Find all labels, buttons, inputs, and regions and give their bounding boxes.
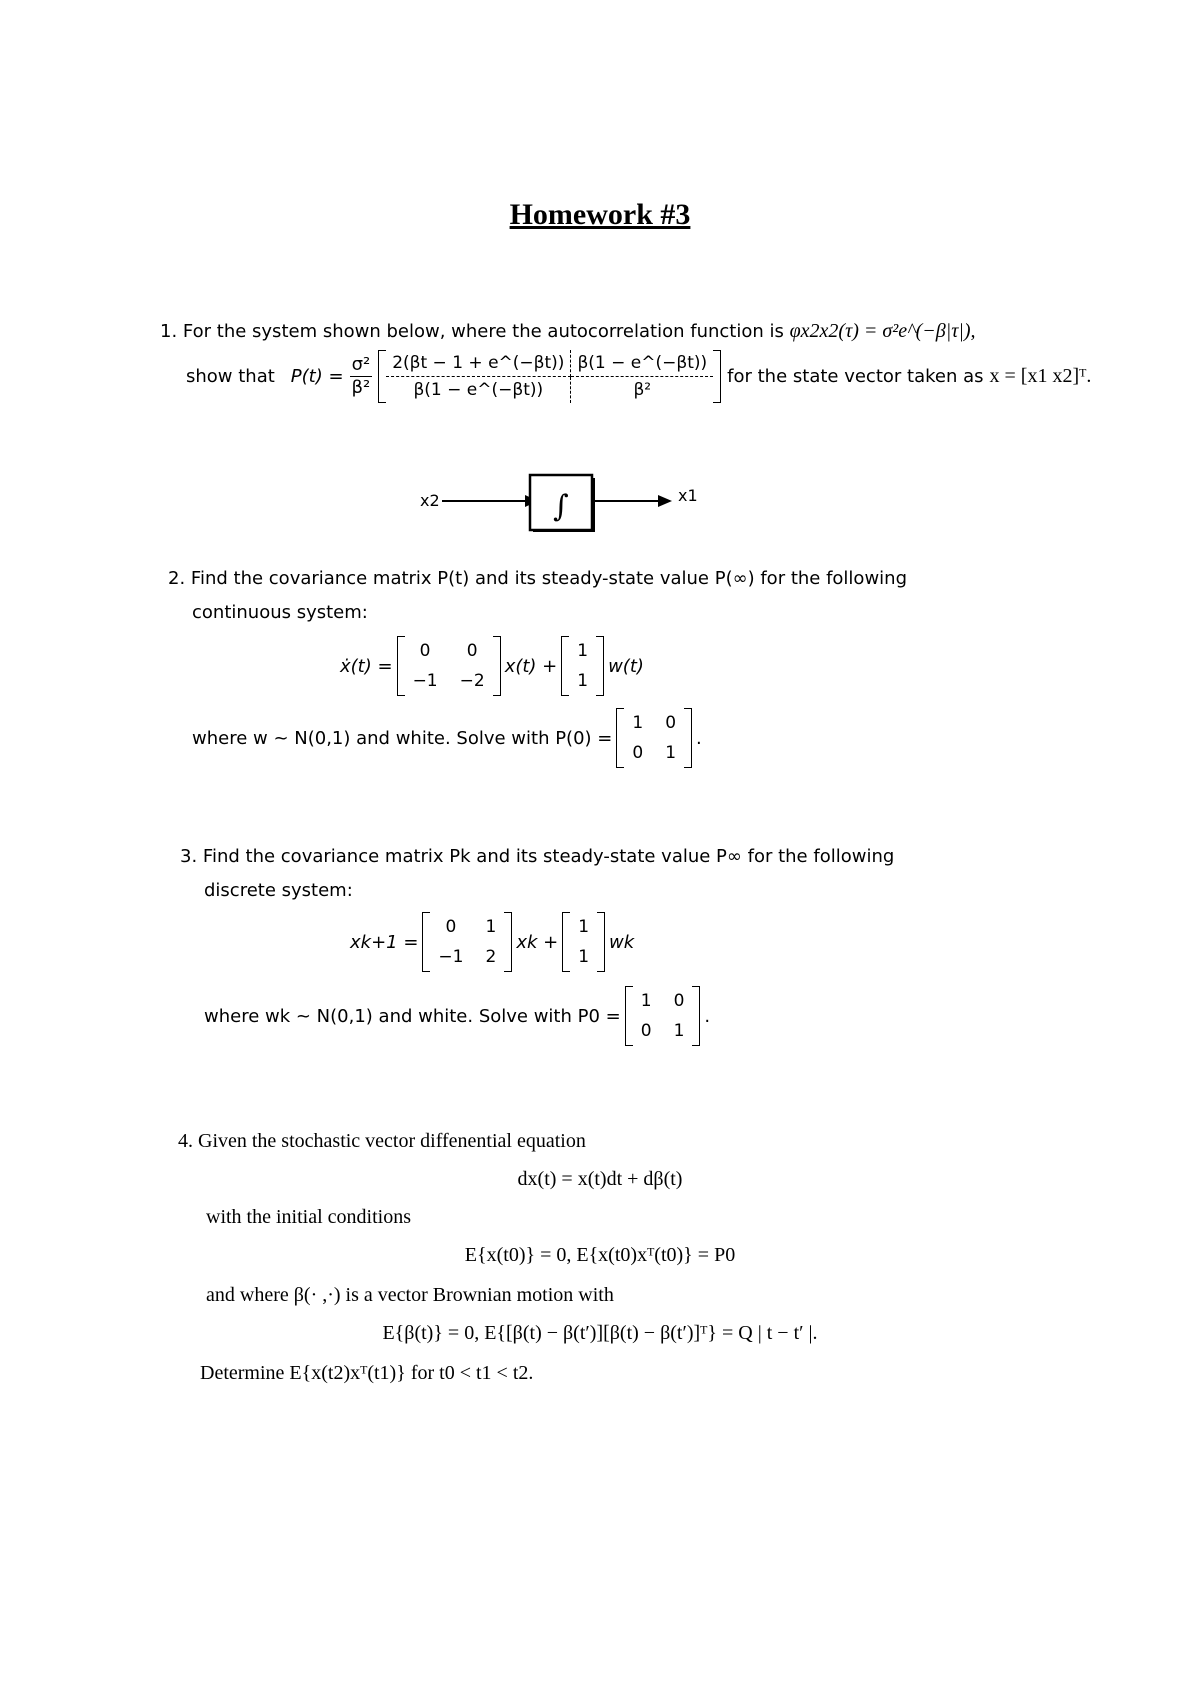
problem-2-equation: ẋ(t) = 0 0 −1 −2 x(t) + 1 1 w(t) bbox=[340, 636, 644, 696]
svg-text:x1: x1 bbox=[678, 486, 698, 505]
matrix-A: 0 0 −1 −2 bbox=[397, 636, 501, 696]
problem-4-question: Determine E{x(t2)xᵀ(t1)} for t0 < t1 < t2. bbox=[200, 1362, 534, 1384]
problem-1-intro: 1. For the system shown below, where the autocorrelation function is φx2x2(τ) = σ²e^(−β|τ|), bbox=[160, 320, 976, 342]
matrix-B: 1 1 bbox=[562, 912, 605, 972]
integrator-block-diagram bbox=[420, 468, 720, 538]
problem-3-line1: 3. Find the covariance matrix Pk and its steady-state value P∞ for the following bbox=[180, 846, 895, 867]
integrator-diagram-icon bbox=[420, 468, 720, 538]
problem-4-initial-conditions: E{x(t0)} = 0, E{x(t0)xᵀ(t0)} = P0 bbox=[464, 1244, 736, 1266]
problem-2-initial-condition: where w ~ N(0,1) and white. Solve with P(0) = 1 0 0 1 . bbox=[192, 708, 702, 768]
autocorrelation-formula: φx2x2(τ) = σ²e^(−β|τ|), bbox=[789, 320, 976, 342]
problem-4-sde: dx(t) = x(t)dt + dβ(t) bbox=[517, 1168, 683, 1190]
matrix-B: 1 1 bbox=[561, 636, 604, 696]
problem-4-line1: 4. Given the stochastic vector diffenential equation bbox=[178, 1130, 586, 1152]
covariance-matrix: 2(βt − 1 + e^(−βt)) β(1 − e^(−βt)) β(1 − e^(−βt)) β² bbox=[378, 350, 721, 403]
svg-text:∫: ∫ bbox=[553, 489, 569, 524]
problem-2-line1: 2. Find the covariance matrix P(t) and its steady-state value P(∞) for the following bbox=[168, 568, 908, 589]
problem-1-formula: show that P(t) = $\frac{\text{σ²}}{\text{β²}}$ 2(βt − 1 + e^(−βt)) β(1 − e^(−βt)) β(1 − e^(−βt)) β² for the state vector taken as x = [x1 x2]ᵀ. bbox=[186, 350, 1091, 403]
matrix-A: 0 1 −1 2 bbox=[422, 912, 512, 972]
problem-4-brownian-stats: E{β(t)} = 0, E{[β(t) − β(t′)][β(t) − β(t′)]ᵀ} = Q | t − t′ |. bbox=[382, 1322, 818, 1344]
problem-4-line2: with the initial conditions bbox=[206, 1206, 411, 1228]
problem-4-line3: and where β(· ,·) is a vector Brownian motion with bbox=[206, 1284, 614, 1306]
svg-text:x2: x2 bbox=[420, 491, 440, 510]
scale-fraction: $\frac{\text{σ²}}{\text{β²}}$ bbox=[351, 354, 371, 398]
problem-3-equation: xk+1 = 0 1 −1 2 xk + 1 1 wk bbox=[350, 912, 634, 972]
page-title: Homework #3 bbox=[509, 198, 691, 231]
problem-3-line2: discrete system: bbox=[204, 880, 353, 901]
problem-3-initial-condition: where wk ~ N(0,1) and white. Solve with P0 = 1 0 0 1 . bbox=[204, 986, 710, 1046]
matrix-P0: 1 0 0 1 bbox=[616, 708, 692, 768]
matrix-P0: 1 0 0 1 bbox=[625, 986, 701, 1046]
problem-2-line2: continuous system: bbox=[192, 602, 368, 623]
state-vector: x = [x1 x2]ᵀ. bbox=[989, 365, 1092, 387]
